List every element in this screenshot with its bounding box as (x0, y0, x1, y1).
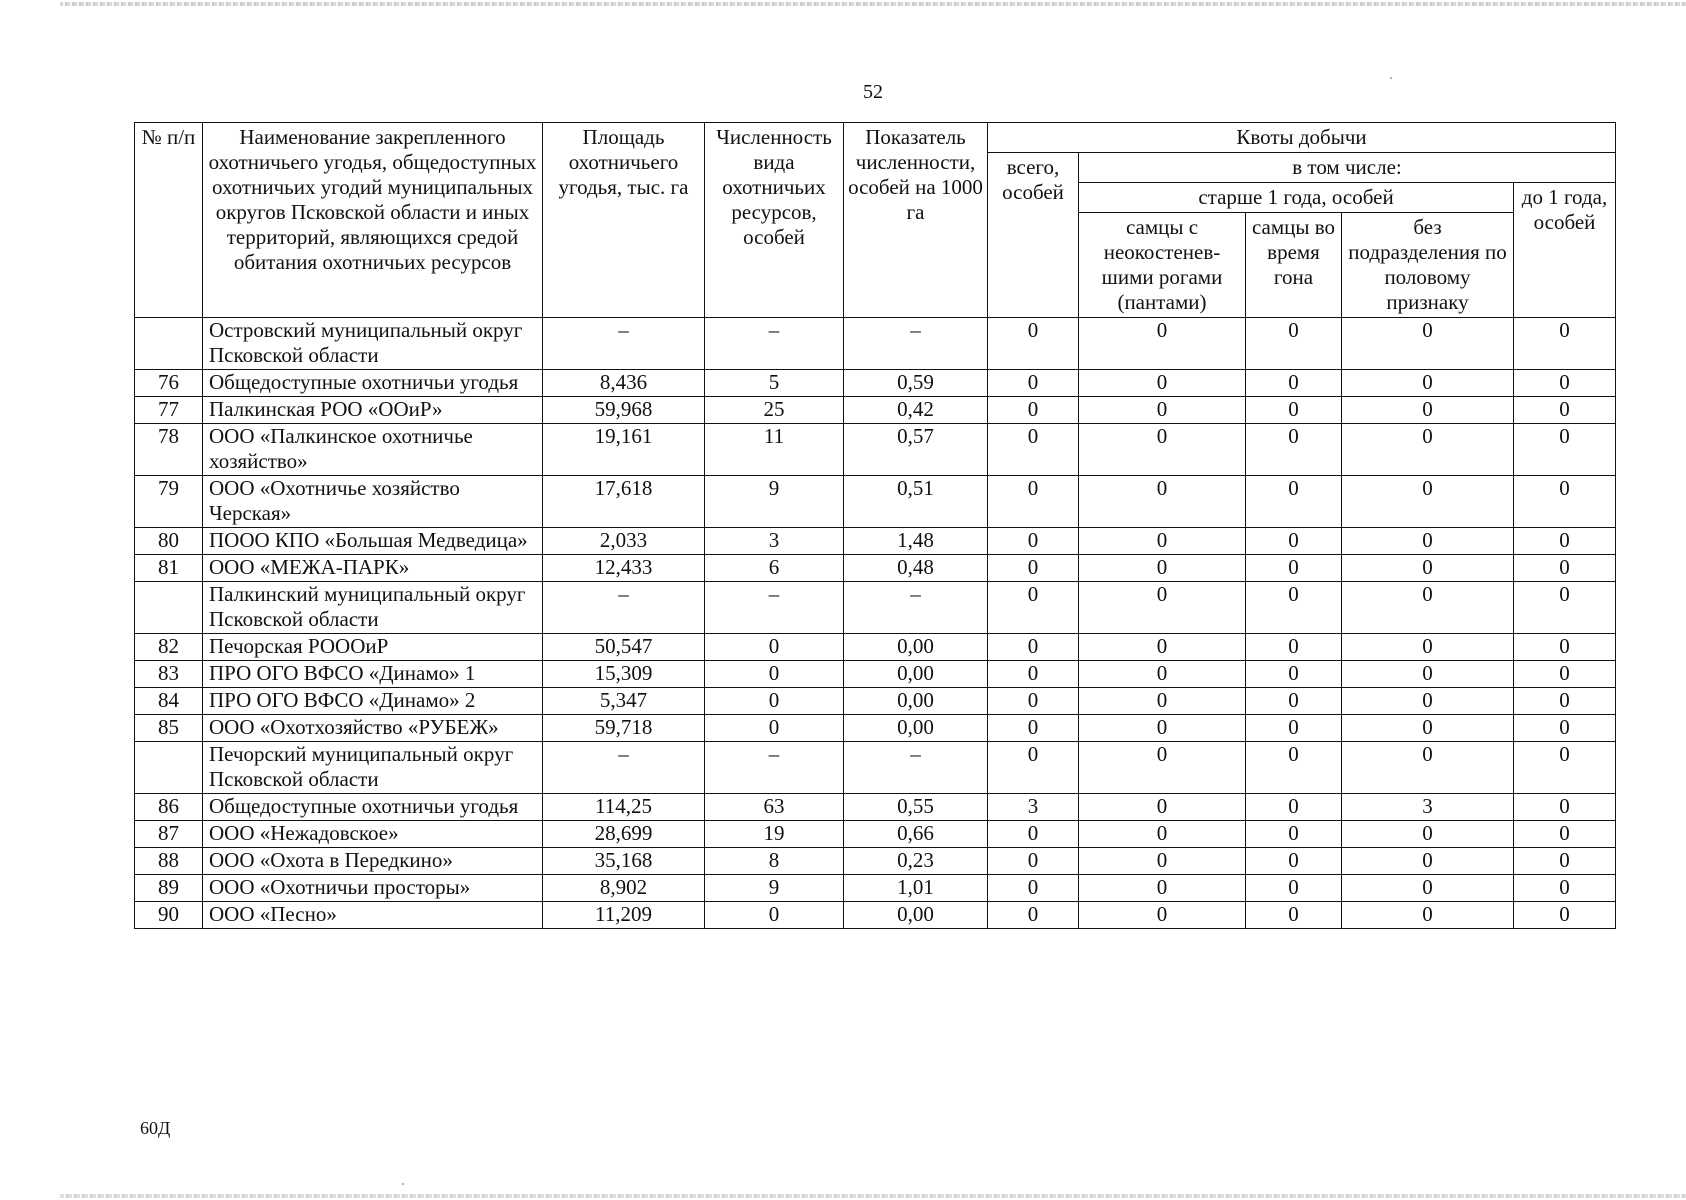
cell-density: 0,55 (844, 794, 988, 821)
cell-males-antlers: 0 (1079, 821, 1246, 848)
cell-no-sex: 0 (1342, 634, 1514, 661)
header-older: старше 1 года, особей (1079, 183, 1514, 213)
cell-num: 80 (135, 528, 203, 555)
header-no-sex: без подразделения по половому признаку (1342, 213, 1514, 318)
cell-no-sex: 0 (1342, 715, 1514, 742)
cell-area: 8,436 (543, 370, 705, 397)
cell-males-antlers: 0 (1079, 742, 1246, 794)
cell-males-antlers: 0 (1079, 875, 1246, 902)
cell-males-rut: 0 (1246, 742, 1342, 794)
table-row (135, 688, 1616, 715)
cell-name: ПРО ОГО ВФСО «Динамо» 2 (203, 688, 543, 715)
cell-population: 5 (705, 370, 844, 397)
cell-under1: 0 (1514, 715, 1616, 742)
cell-under1: 0 (1514, 794, 1616, 821)
cell-under1: 0 (1514, 397, 1616, 424)
table-row (135, 794, 1616, 821)
cell-population: 0 (705, 688, 844, 715)
cell-area: 59,718 (543, 715, 705, 742)
cell-num: 78 (135, 424, 203, 476)
cell-total: 0 (988, 370, 1079, 397)
cell-no-sex: 0 (1342, 528, 1514, 555)
cell-name: ООО «Охотхозяйство «РУБЕЖ» (203, 715, 543, 742)
cell-population: 3 (705, 528, 844, 555)
cell-total: 0 (988, 848, 1079, 875)
cell-no-sex: 0 (1342, 318, 1514, 370)
cell-males-rut: 0 (1246, 875, 1342, 902)
cell-males-antlers: 0 (1079, 476, 1246, 528)
cell-num: 79 (135, 476, 203, 528)
cell-males-antlers: 0 (1079, 688, 1246, 715)
table-row (135, 528, 1616, 555)
cell-num: 81 (135, 555, 203, 582)
cell-under1: 0 (1514, 821, 1616, 848)
cell-males-rut: 0 (1246, 424, 1342, 476)
cell-density: – (844, 742, 988, 794)
cell-males-rut: 0 (1246, 528, 1342, 555)
cell-density: 0,66 (844, 821, 988, 848)
cell-total: 0 (988, 661, 1079, 688)
cell-density: 0,00 (844, 661, 988, 688)
cell-population: 0 (705, 661, 844, 688)
cell-under1: 0 (1514, 582, 1616, 634)
cell-under1: 0 (1514, 424, 1616, 476)
cell-males-rut: 0 (1246, 634, 1342, 661)
cell-total: 0 (988, 634, 1079, 661)
cell-population: 6 (705, 555, 844, 582)
cell-name: ООО «Охота в Передкино» (203, 848, 543, 875)
cell-population: – (705, 582, 844, 634)
cell-num: 77 (135, 397, 203, 424)
header-num: № п/п (135, 123, 203, 318)
cell-no-sex: 0 (1342, 902, 1514, 929)
cell-density: 0,23 (844, 848, 988, 875)
cell-males-antlers: 0 (1079, 715, 1246, 742)
cell-density: 0,42 (844, 397, 988, 424)
cell-total: 0 (988, 582, 1079, 634)
cell-density: 0,57 (844, 424, 988, 476)
cell-males-antlers: 0 (1079, 634, 1246, 661)
cell-density: 1,01 (844, 875, 988, 902)
cell-population: 9 (705, 875, 844, 902)
cell-num: 90 (135, 902, 203, 929)
cell-area: 50,547 (543, 634, 705, 661)
cell-total: 0 (988, 821, 1079, 848)
cell-population: 0 (705, 634, 844, 661)
cell-name: Общедоступные охотничьи угодья (203, 370, 543, 397)
cell-males-rut: 0 (1246, 555, 1342, 582)
table-body (135, 318, 1616, 929)
table-row (135, 848, 1616, 875)
cell-no-sex: 0 (1342, 875, 1514, 902)
header-quotas: Квоты добычи (988, 123, 1616, 153)
cell-area: 114,25 (543, 794, 705, 821)
header-area: Площадь охотничьего угодья, тыс. га (543, 123, 705, 318)
cell-num: 89 (135, 875, 203, 902)
scan-edge-top (60, 2, 1686, 6)
table-header (135, 123, 1616, 318)
header-density: Показатель численности, особей на 1000 га (844, 123, 988, 318)
cell-males-rut: 0 (1246, 476, 1342, 528)
cell-name: Печорский муниципальный округ Псковской области (203, 742, 543, 794)
cell-density: 1,48 (844, 528, 988, 555)
cell-no-sex: 0 (1342, 555, 1514, 582)
cell-males-antlers: 0 (1079, 318, 1246, 370)
cell-under1: 0 (1514, 476, 1616, 528)
cell-name: ООО «Палкинское охотничье хозяйство» (203, 424, 543, 476)
table-row (135, 318, 1616, 370)
cell-area: 35,168 (543, 848, 705, 875)
page-number: 52 (863, 81, 883, 103)
cell-area: 8,902 (543, 875, 705, 902)
cell-area: – (543, 582, 705, 634)
cell-name: Печорская РОООиР (203, 634, 543, 661)
cell-population: 8 (705, 848, 844, 875)
cell-males-rut: 0 (1246, 397, 1342, 424)
cell-area: 19,161 (543, 424, 705, 476)
cell-no-sex: 0 (1342, 821, 1514, 848)
cell-total: 0 (988, 742, 1079, 794)
cell-no-sex: 3 (1342, 794, 1514, 821)
cell-total: 0 (988, 688, 1079, 715)
cell-total: 0 (988, 424, 1079, 476)
table-row (135, 742, 1616, 794)
scan-edge-bottom (60, 1194, 1686, 1198)
cell-name: ПРО ОГО ВФСО «Динамо» 1 (203, 661, 543, 688)
cell-name: ООО «МЕЖА-ПАРК» (203, 555, 543, 582)
table-row (135, 424, 1616, 476)
cell-males-antlers: 0 (1079, 397, 1246, 424)
table-row (135, 634, 1616, 661)
cell-total: 0 (988, 555, 1079, 582)
cell-population: 0 (705, 715, 844, 742)
header-males-antlers: самцы с неокостенев-шими рогами (пантами) (1079, 213, 1246, 318)
scan-speck (402, 1183, 404, 1185)
cell-males-rut: 0 (1246, 370, 1342, 397)
table-row (135, 397, 1616, 424)
cell-num (135, 742, 203, 794)
cell-males-rut: 0 (1246, 318, 1342, 370)
cell-total: 0 (988, 715, 1079, 742)
table-row (135, 370, 1616, 397)
cell-under1: 0 (1514, 528, 1616, 555)
cell-males-rut: 0 (1246, 582, 1342, 634)
cell-males-rut: 0 (1246, 794, 1342, 821)
cell-num (135, 318, 203, 370)
cell-num: 84 (135, 688, 203, 715)
cell-total: 0 (988, 902, 1079, 929)
cell-name: ООО «Песно» (203, 902, 543, 929)
header-under1: до 1 года, особей (1514, 183, 1616, 318)
cell-population: 63 (705, 794, 844, 821)
cell-no-sex: 0 (1342, 742, 1514, 794)
cell-name: ООО «Охотничье хозяйство Черская» (203, 476, 543, 528)
cell-males-antlers: 0 (1079, 555, 1246, 582)
table-row (135, 715, 1616, 742)
table-row (135, 555, 1616, 582)
cell-population: 19 (705, 821, 844, 848)
cell-total: 0 (988, 318, 1079, 370)
cell-total: 0 (988, 528, 1079, 555)
cell-density: 0,00 (844, 688, 988, 715)
cell-males-antlers: 0 (1079, 794, 1246, 821)
cell-under1: 0 (1514, 742, 1616, 794)
cell-males-antlers: 0 (1079, 528, 1246, 555)
cell-name: Палкинский муниципальный округ Псковской области (203, 582, 543, 634)
cell-num: 88 (135, 848, 203, 875)
cell-no-sex: 0 (1342, 424, 1514, 476)
cell-area: 17,618 (543, 476, 705, 528)
cell-area: – (543, 318, 705, 370)
cell-males-rut: 0 (1246, 821, 1342, 848)
cell-males-antlers: 0 (1079, 582, 1246, 634)
cell-population: – (705, 318, 844, 370)
table-row (135, 582, 1616, 634)
cell-males-rut: 0 (1246, 715, 1342, 742)
cell-density: – (844, 318, 988, 370)
header-including: в том числе: (1079, 153, 1616, 183)
cell-no-sex: 0 (1342, 848, 1514, 875)
cell-total: 0 (988, 397, 1079, 424)
header-population: Численность вида охотничьих ресурсов, особей (705, 123, 844, 318)
cell-under1: 0 (1514, 902, 1616, 929)
cell-under1: 0 (1514, 370, 1616, 397)
cell-num: 76 (135, 370, 203, 397)
cell-density: – (844, 582, 988, 634)
cell-name: Островский муниципальный округ Псковской области (203, 318, 543, 370)
cell-density: 0,59 (844, 370, 988, 397)
footer-code: 60Д (140, 1118, 171, 1138)
cell-males-antlers: 0 (1079, 902, 1246, 929)
cell-under1: 0 (1514, 634, 1616, 661)
cell-area: 59,968 (543, 397, 705, 424)
cell-males-rut: 0 (1246, 848, 1342, 875)
cell-density: 0,00 (844, 634, 988, 661)
table-row (135, 821, 1616, 848)
cell-males-antlers: 0 (1079, 424, 1246, 476)
cell-total: 0 (988, 476, 1079, 528)
cell-name: ООО «Нежадовское» (203, 821, 543, 848)
cell-name: Палкинская РОО «ООиР» (203, 397, 543, 424)
cell-num (135, 582, 203, 634)
cell-num: 86 (135, 794, 203, 821)
cell-under1: 0 (1514, 318, 1616, 370)
table-row (135, 875, 1616, 902)
cell-name: Общедоступные охотничьи угодья (203, 794, 543, 821)
cell-area: 5,347 (543, 688, 705, 715)
cell-males-antlers: 0 (1079, 848, 1246, 875)
table-row (135, 661, 1616, 688)
cell-area: 11,209 (543, 902, 705, 929)
cell-no-sex: 0 (1342, 370, 1514, 397)
table-row (135, 902, 1616, 929)
cell-num: 85 (135, 715, 203, 742)
cell-males-rut: 0 (1246, 661, 1342, 688)
cell-area: – (543, 742, 705, 794)
scan-speck (1390, 77, 1392, 79)
cell-population: 11 (705, 424, 844, 476)
cell-population: – (705, 742, 844, 794)
cell-total: 0 (988, 875, 1079, 902)
cell-no-sex: 0 (1342, 476, 1514, 528)
cell-area: 2,033 (543, 528, 705, 555)
cell-area: 15,309 (543, 661, 705, 688)
cell-name: ООО «Охотничьи просторы» (203, 875, 543, 902)
cell-males-antlers: 0 (1079, 370, 1246, 397)
cell-total: 3 (988, 794, 1079, 821)
cell-density: 0,51 (844, 476, 988, 528)
cell-density: 0,48 (844, 555, 988, 582)
cell-population: 25 (705, 397, 844, 424)
cell-no-sex: 0 (1342, 397, 1514, 424)
cell-num: 83 (135, 661, 203, 688)
header-name: Наименование закрепленного охотничьего угодья, общедоступных охотничьих угодий муниципальных округов Псковской области и иных территорий, являющихся средой обитания охотничьих ресурсов (203, 123, 543, 318)
cell-density: 0,00 (844, 902, 988, 929)
cell-population: 0 (705, 902, 844, 929)
cell-males-rut: 0 (1246, 902, 1342, 929)
cell-under1: 0 (1514, 848, 1616, 875)
header-males-rut: самцы во время гона (1246, 213, 1342, 318)
cell-no-sex: 0 (1342, 688, 1514, 715)
quota-table (134, 122, 1616, 929)
cell-under1: 0 (1514, 875, 1616, 902)
cell-population: 9 (705, 476, 844, 528)
cell-males-antlers: 0 (1079, 661, 1246, 688)
cell-under1: 0 (1514, 688, 1616, 715)
cell-area: 28,699 (543, 821, 705, 848)
cell-num: 82 (135, 634, 203, 661)
cell-area: 12,433 (543, 555, 705, 582)
cell-no-sex: 0 (1342, 582, 1514, 634)
header-total: всего, особей (988, 153, 1079, 318)
cell-males-rut: 0 (1246, 688, 1342, 715)
cell-under1: 0 (1514, 555, 1616, 582)
table-row (135, 476, 1616, 528)
cell-name: ПООО КПО «Большая Медведица» (203, 528, 543, 555)
cell-num: 87 (135, 821, 203, 848)
cell-density: 0,00 (844, 715, 988, 742)
cell-under1: 0 (1514, 661, 1616, 688)
cell-no-sex: 0 (1342, 661, 1514, 688)
